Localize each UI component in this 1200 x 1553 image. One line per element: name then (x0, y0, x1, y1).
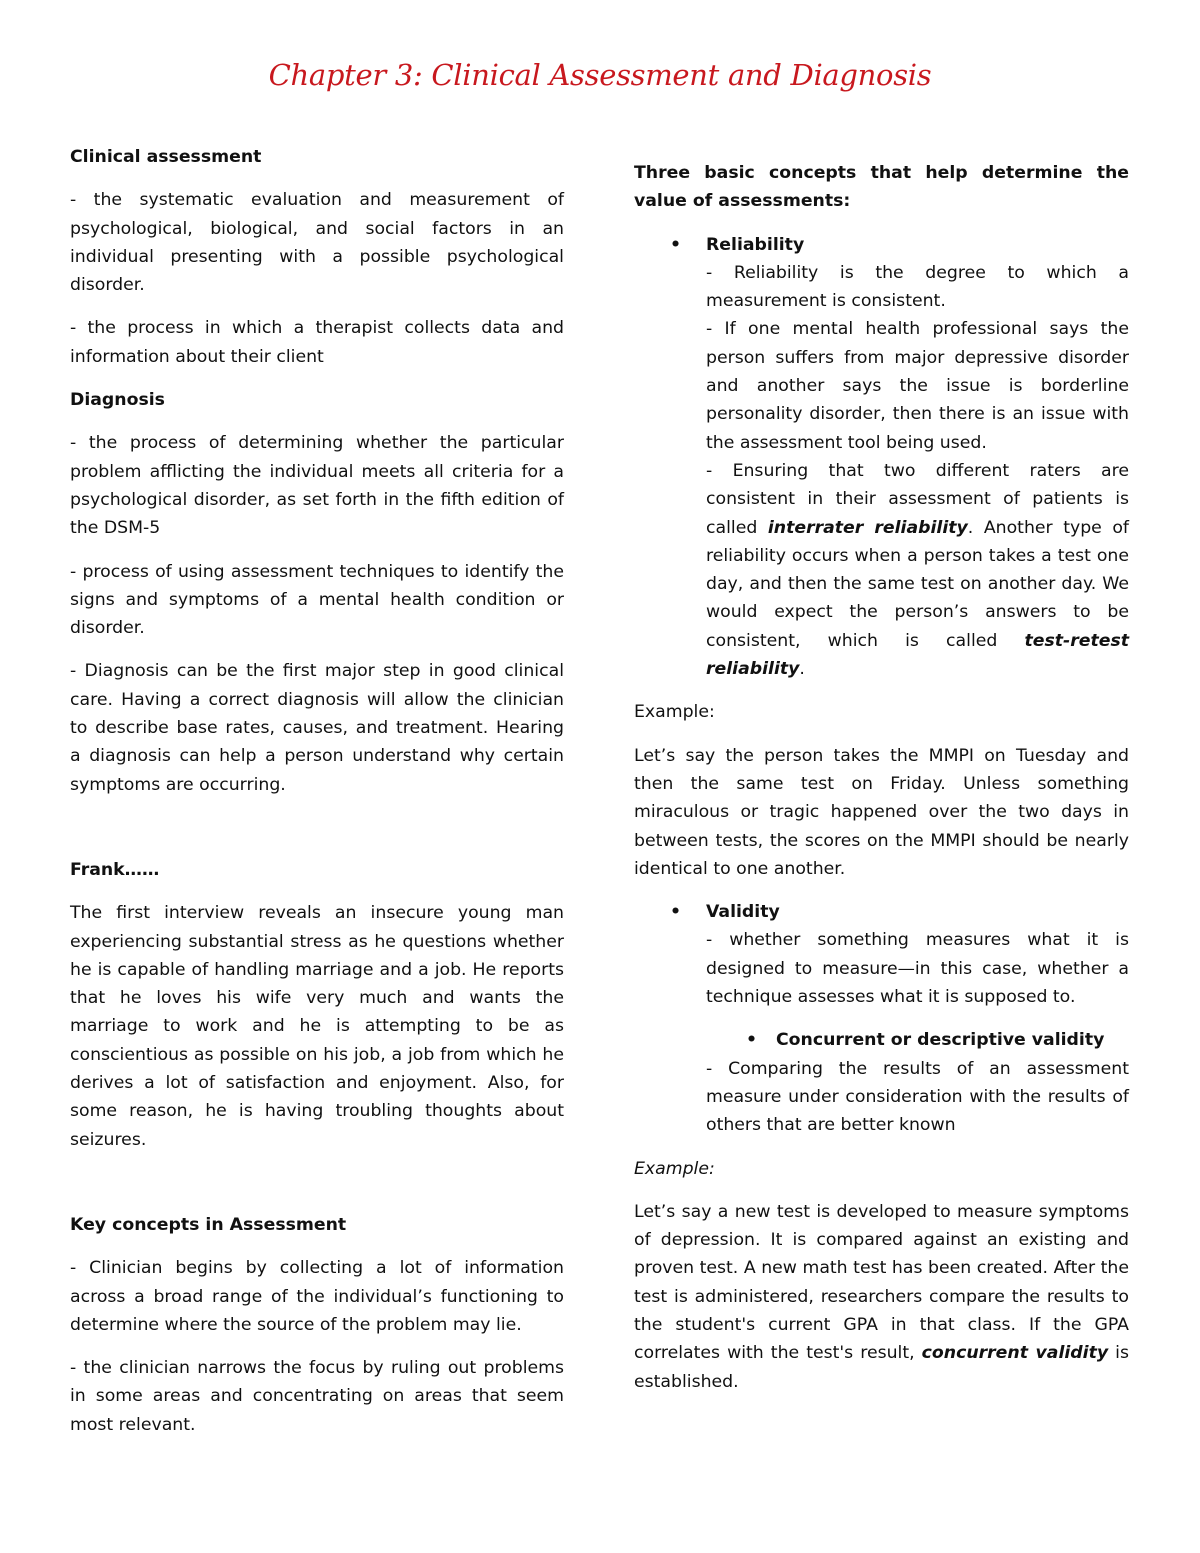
bullet-dot-icon: • (746, 1030, 758, 1051)
reliability-bullet (634, 231, 1129, 259)
reliability-types-text-a: - Ensuring that two different raters are consistent in their assessment of patients is called (706, 460, 1129, 538)
example-2-label: Example: (634, 1158, 715, 1179)
validity-definition: - whether something measures what it is designed to measure—in this case, whether a technique assesses what it is supposed to. (706, 930, 1129, 1008)
example-2-text-a: Let’s say a new test is developed to measure symptoms of depression. It is compared against an existing and proven test. A new math test has been created. After the test is administered, researchers compare the results to the student's current GPA in that class. If the GPA correlates with the test's result, (634, 1201, 1129, 1364)
example-1-label: Example: (634, 702, 715, 723)
spacer (70, 1169, 564, 1211)
reliability-example-text: - If one mental health professional says the person suffers from major depressive disorder and another says the issue is borderline personality disorder, then there is an issue with the assessment tool being used. (706, 319, 1129, 453)
validity-label: Validity (706, 902, 780, 923)
bullet-dot-icon: • (670, 902, 682, 923)
reliability-types-text (634, 457, 1129, 683)
example-2-text-b: is established. (634, 1343, 1129, 1392)
spacer (70, 814, 564, 856)
validity-bullet (634, 898, 1129, 926)
right-column (634, 159, 1129, 1411)
clinical-assessment-definition-2: - the process in which a therapist collects data and information about their client (70, 318, 564, 367)
page-title: Chapter 3: Clinical Assessment and Diagnosis (268, 58, 932, 92)
three-concepts-heading: Three basic concepts that help determine the value of assessments: (634, 163, 1129, 212)
key-concepts-point-1: - Clinician begins by collecting a lot of information across a broad range of the individual’s functioning to determine where the source of the problem may lie. (70, 1258, 564, 1335)
frank-heading: Frank…… (70, 859, 160, 880)
frank-case-text: The first interview reveals an insecure young man experiencing substantial stress as he questions whether he is capable of handling marriage and a job. He reports that he loves his wife very much and wants the marriage to work and he is attempting to be as conscientious as possible on his job, a job from which he derives a lot of satisfaction and enjoyment. Also, for some reason, he is having troubling thoughts about seizures. (70, 903, 564, 1150)
concurrent-validity-bullet (634, 1026, 1129, 1054)
key-concepts-point-2: - the clinician narrows the focus by ruling out problems in some areas and concentrating on areas that seem most relevant. (70, 1358, 564, 1435)
clinical-assessment-heading: Clinical assessment (70, 147, 262, 167)
reliability-definition: - Reliability is the degree to which a measurement is consistent. (706, 262, 1129, 312)
example-2-text (634, 1198, 1129, 1396)
example-1-text: Let’s say the person takes the MMPI on Tuesday and then the same test on Friday. Unless something miraculous or tragic happened over the two days in between tests, the scores on the MMPI should be nearly identical to one another. (634, 745, 1129, 879)
left-column (70, 143, 564, 1454)
concurrent-validity-definition: - Comparing the results of an assessment measure under consideration with the results of others that are better known (706, 1058, 1129, 1136)
interrater-reliability-term: interrater reliability (767, 517, 968, 538)
test-retest-reliability-term: test-retest reliability (706, 630, 1129, 680)
diagnosis-definition-1: - the process of determining whether the particular problem afflicting the individual meets all criteria for a psychological disorder, as set forth in the fifth edition of the DSM-5 (70, 433, 564, 539)
concurrent-validity-term: concurrent validity (921, 1343, 1109, 1364)
concurrent-validity-label: Concurrent or descriptive validity (776, 1030, 1105, 1051)
key-concepts-heading: Key concepts in Assessment (70, 1214, 347, 1235)
reliability-types-text-c: . (799, 659, 805, 680)
reliability-types-text-b: . Another type of reliability occurs when a person takes a test one day, and then the same test on another day. We would expect the person’s answers to be consistent, which is called (706, 517, 1130, 651)
diagnosis-definition-3: - Diagnosis can be the first major step in good clinical care. Having a correct diagnosis will allow the clinician to describe base rates, causes, and treatment. Hearing a diagnosis can help a person understand why certain symptoms are occurring. (70, 661, 564, 795)
diagnosis-heading: Diagnosis (70, 390, 165, 411)
clinical-assessment-definition-1: - the systematic evaluation and measurement of psychological, biological, and social factors in an individual presenting with a possible psychological disorder. (70, 190, 564, 296)
diagnosis-definition-2: - process of using assessment techniques to identify the signs and symptoms of a mental health condition or disorder. (70, 561, 564, 639)
reliability-label: Reliability (706, 234, 805, 255)
bullet-dot-icon: • (670, 234, 682, 255)
